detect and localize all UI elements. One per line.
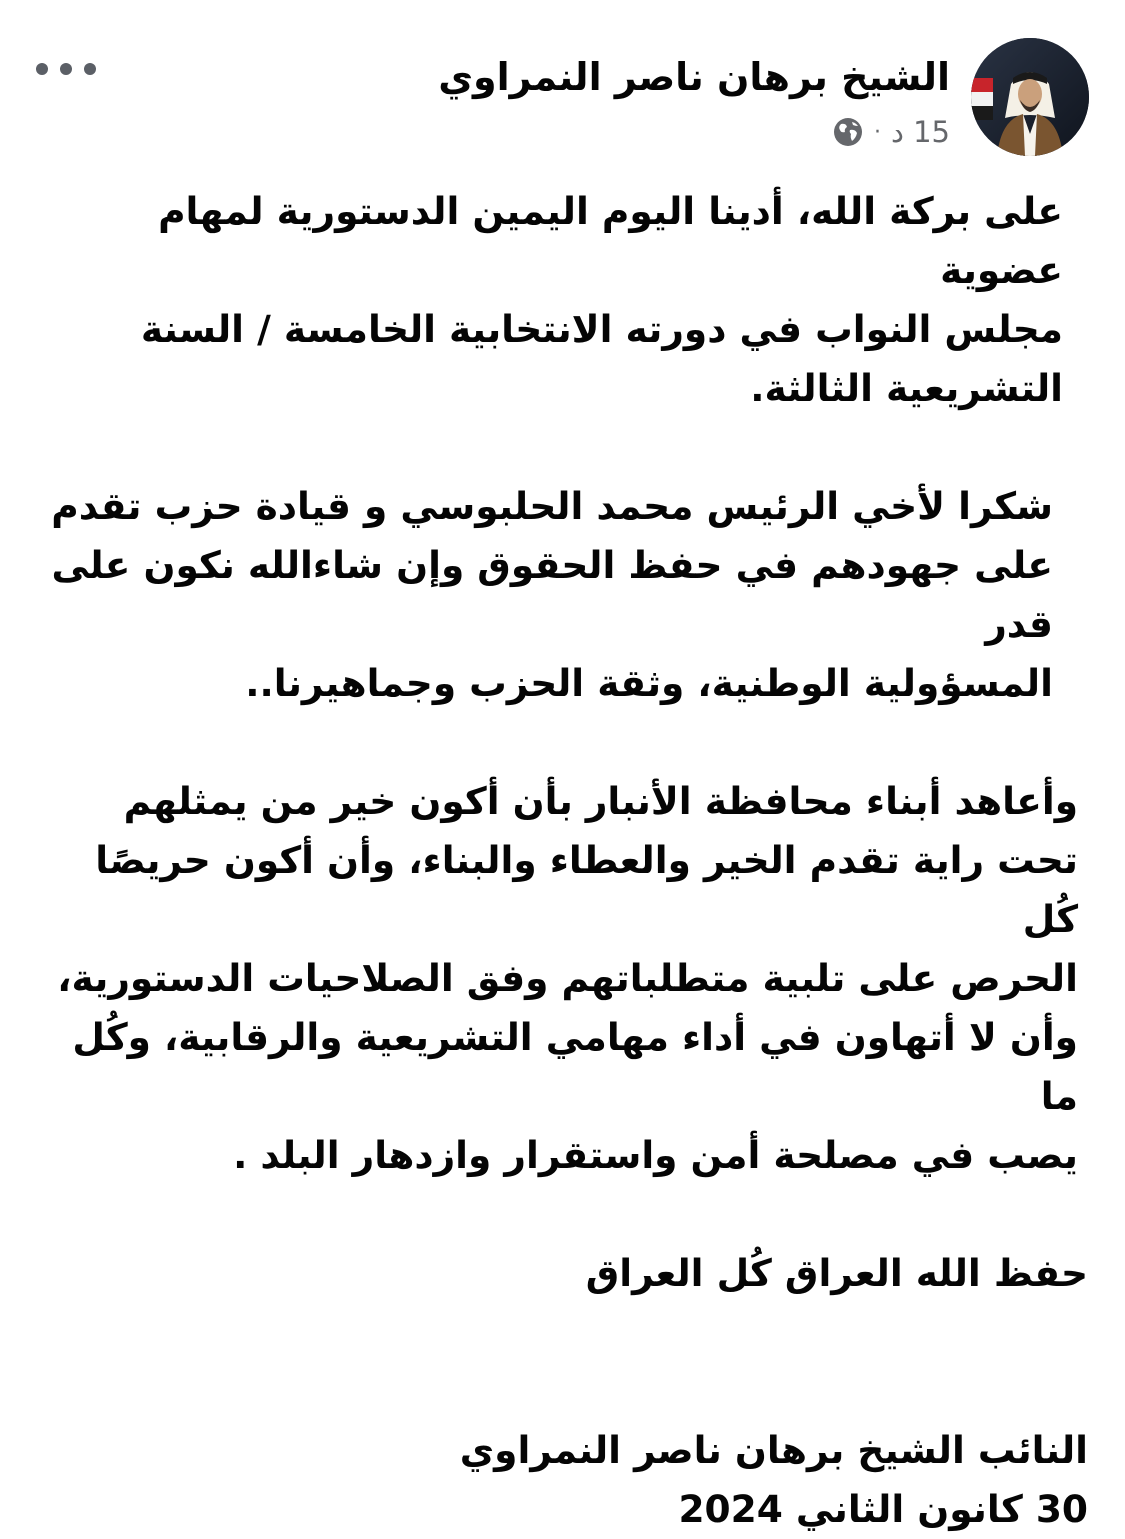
post-paragraph: حفظ الله العراق كُل العراق: [585, 1251, 1088, 1295]
author-name[interactable]: الشيخ برهان ناصر النمراوي: [438, 55, 950, 99]
post-paragraph: شكرا لأخي الرئيس محمد الحلبوسي و قيادة حزب تقدم على جهودهم في حفظ الحقوق وإن شاءالله نكون على قدر المسؤولية الوطنية، وثقة الحزب وجماهيرنا..: [51, 484, 1053, 705]
post-paragraph: وأعاهد أبناء محافظة الأنبار بأن أكون خير من يمثلهم تحت راية تقدم الخير والعطاء والبناء، وأن أكون حريصًا كُل الحرص على تلبية متطلباتهم وفق الصلاحيات الدستورية، وأن لا أتهاون في أداء مهامي التشريعية والرقابية، وكُل ما يصب في مصلحة أمن واستقرار وازدهار البلد .: [57, 779, 1078, 1177]
more-options-icon[interactable]: [36, 52, 96, 86]
avatar[interactable]: [971, 38, 1089, 156]
post-header: [0, 38, 1125, 160]
meta-separator: ·: [873, 119, 881, 145]
more-dot: [36, 63, 48, 75]
avatar-image: [971, 38, 1089, 156]
post-time[interactable]: 15 د: [890, 115, 950, 149]
post-meta: [832, 112, 950, 152]
globe-icon[interactable]: [832, 116, 864, 148]
post-body: [38, 182, 1088, 1539]
signature-date: 30 كانون الثاني 2024: [678, 1487, 1088, 1531]
signature-name: النائب الشيخ برهان ناصر النمراوي: [459, 1428, 1088, 1472]
more-dot: [60, 63, 72, 75]
post-paragraph: على بركة الله، أدينا اليوم اليمين الدستورية لمهام عضوية مجلس النواب في دورته الانتخابية الخامسة / السنة التشريعية الثالثة.: [140, 189, 1063, 410]
more-dot: [84, 63, 96, 75]
